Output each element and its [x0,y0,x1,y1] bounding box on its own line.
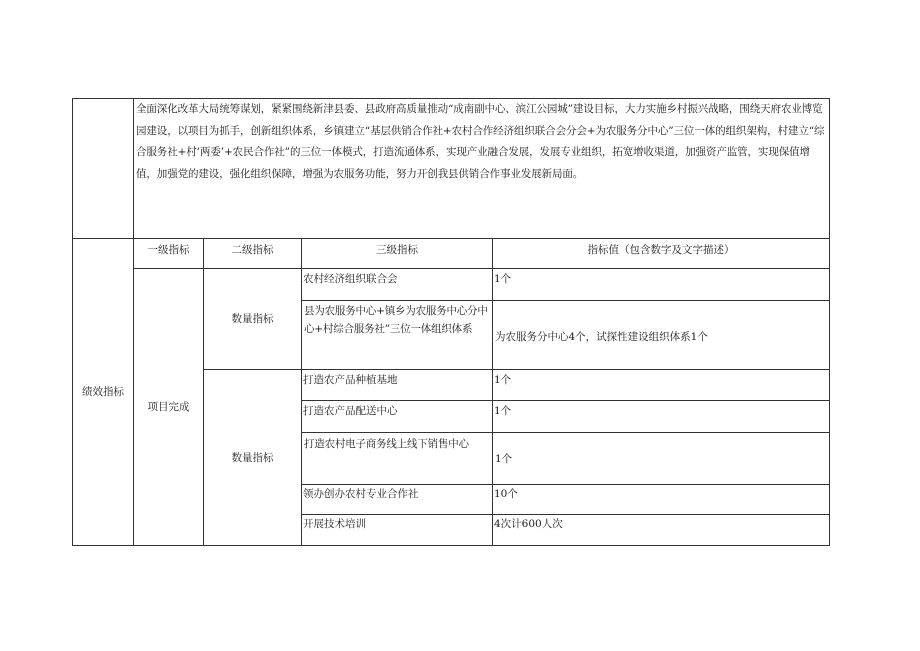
level3-cell: 打造农村电子商务线上线下销售中心 [304,438,469,450]
header-level2: 二级指标 [231,244,274,256]
performance-indicator-label: 绩效指标 [82,386,124,398]
level3-cell: 领办创办农村专业合作社 [303,488,419,500]
level1-project-completion: 项目完成 [147,401,190,413]
level2-quantity-indicator: 数量指标 [231,451,274,464]
value-cell: 4次计600人次 [494,518,563,530]
table-border-bottom [72,545,830,546]
value-cell: 1个 [494,374,512,386]
level3-cell: 打造农产品配送中心 [303,405,398,417]
level3-cell: 开展技术培训 [303,518,366,530]
level3-cell: 县为农服务中心+镇乡为农服务中心分中心+村综合服务社”三位一体组织体系 [304,305,488,335]
value-cell: 为农服务分中心4个，试探性建设组织体系1个 [495,331,708,343]
level2-quantity-indicator: 数量指标 [231,313,274,325]
table-border-right [829,98,830,546]
header-level3: 三级指标 [376,244,418,256]
value-cell: 1个 [494,405,512,417]
intro-paragraph: 全面深化改革大局统筹谋划，紧紧围绕新津县委、县政府高质量推动“成南副中心、滨江公园城”建设目标，大力实施乡村振兴战略，围绕天府农业博览园建设，以项目为抓手，创新组织体系，乡镇建立“基层供销合作社+农村合作经济组织联合会分会+为农服务分中心”三位一体的组织架构，村建立“综合服务社+村’两委’+农民合作社”的三位一体模式，打造流通体系，实现产业融合发展，发展专业组织，拓宽增收渠道，加强资产监管，实现保值增值，加强党的建设，强化组织保障，增强为农服务功能，努力开创我县供销合作事业发展新局面。 [136,103,825,180]
header-value: 指标值（包含数字及文字描述） [587,244,735,256]
table-rule-vertical [492,238,493,546]
value-cell: 1个 [495,452,513,465]
header-level1: 一级指标 [147,244,190,256]
table-rule-vertical [301,238,302,546]
value-cell: 10个 [494,488,518,500]
table-rule [301,400,830,401]
level3-cell: 农村经济组织联合会 [303,273,398,285]
value-cell: 1个 [494,273,512,285]
level3-cell: 打造农产品种植基地 [303,374,398,386]
